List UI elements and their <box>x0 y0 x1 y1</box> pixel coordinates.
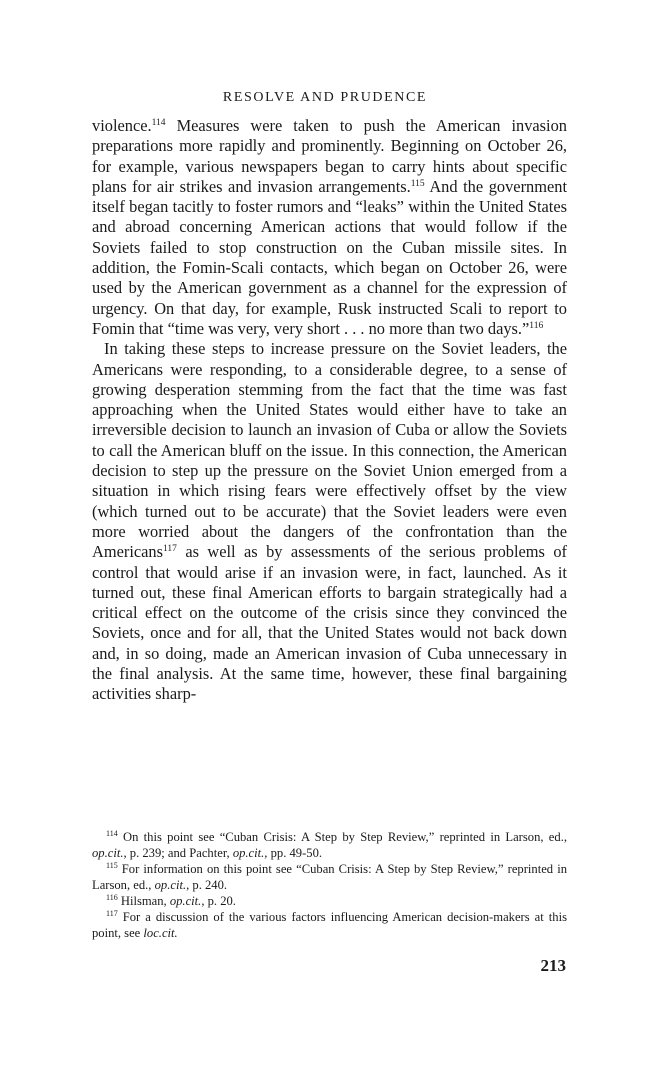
footnote-text: For a discussion of the various factors influencing American decision-makers at this point, see <box>92 910 567 940</box>
paragraph-2 <box>92 339 567 704</box>
footnote-text: On this point see “Cuban Crisis: A Step by Step Review,” reprinted in Larson, ed., <box>117 830 567 844</box>
text-run: Measures were taken to push the American invasion preparations more rapidly and prominently. Beginning on October 26, for example, various newspapers began to carry hints about specific plans for air strikes and invasion arrangements. <box>92 116 567 196</box>
running-head: RESOLVE AND PRUDENCE <box>222 90 428 105</box>
footnotes <box>92 829 567 941</box>
footnote-116 <box>92 893 567 909</box>
footnote-text: , pp. 49-50. <box>264 846 323 860</box>
text-run: violence. <box>92 116 152 135</box>
footnote-citation: op.cit. <box>92 846 124 860</box>
text-run: In taking these steps to increase pressure on the Soviet leaders, the Americans were responding, to a considerable degree, to a sense of growing desperation stemming from the fact that the time was fast approaching when the United States would either have to take an irreversible decision to launch an invasion of Cuba or allow the Soviets to call the American bluff on the issue. In this connection, the American decision to step up the pressure on the Soviet Union emerged from a situation in which rising fears were effectively offset by the view (which turned out to be accurate) that the Soviet leaders were even more worried about the dangers of the confrontation than the Americans <box>92 339 567 562</box>
footnote-number: 114 <box>106 829 118 838</box>
footnote-citation: op.cit. <box>232 846 265 860</box>
footnote-ref-114[interactable]: 114 <box>151 118 166 128</box>
footnote-citation: loc.cit. <box>143 926 178 940</box>
footnote-number: 115 <box>106 861 118 870</box>
footnote-text: , p. 240. <box>186 878 228 892</box>
footnote-text: , p. 239; and Pachter, <box>123 846 233 860</box>
footnote-citation: op.cit. <box>169 894 202 908</box>
footnote-ref-116[interactable]: 116 <box>529 320 544 331</box>
footnote-ref-115[interactable]: 115 <box>410 178 425 189</box>
footnote-number: 117 <box>106 909 118 918</box>
footnote-text: , p. 20. <box>201 894 236 908</box>
footnote-114 <box>92 829 567 861</box>
footnote-115 <box>92 861 567 893</box>
footnote-text: Hilsman, <box>117 894 170 908</box>
footnote-citation: op.cit. <box>154 878 187 892</box>
footnote-text: For information on this point see “Cuban Crisis: A Step by Step Review,” reprinted in Larson, ed., <box>92 862 567 892</box>
body-text <box>92 116 567 705</box>
text-run: as well as by assessments of the serious problems of control that would arise if an invasion were, in fact, launched. As it turned out, these final American efforts to bargain strategically had a critical effect on the outcome of the crisis since they convinced the Soviets, once and for all, that the United States would not back down and, in so doing, made an American invasion of Cuba unnecessary in the final analysis. At the same time, however, these final bargaining activities sharp- <box>92 542 567 704</box>
text-run: And the government itself began tacitly to foster rumors and “leaks” within the United States and abroad concerning American actions that would follow if the Soviets failed to stop construction on the Cuban missile sites. In addition, the Fomin-Scali contacts, which began on October 26, were used by the American government as a channel for the expression of urgency. On that day, for example, Rusk instructed Scali to report to Fomin that “time was very, very short . . . no more than two days.” <box>92 176 567 338</box>
footnote-number: 116 <box>106 893 118 902</box>
paragraph-1 <box>92 116 567 339</box>
footnote-117 <box>92 909 567 941</box>
footnote-ref-117[interactable]: 117 <box>163 544 177 555</box>
page-number: 213 <box>540 956 566 975</box>
